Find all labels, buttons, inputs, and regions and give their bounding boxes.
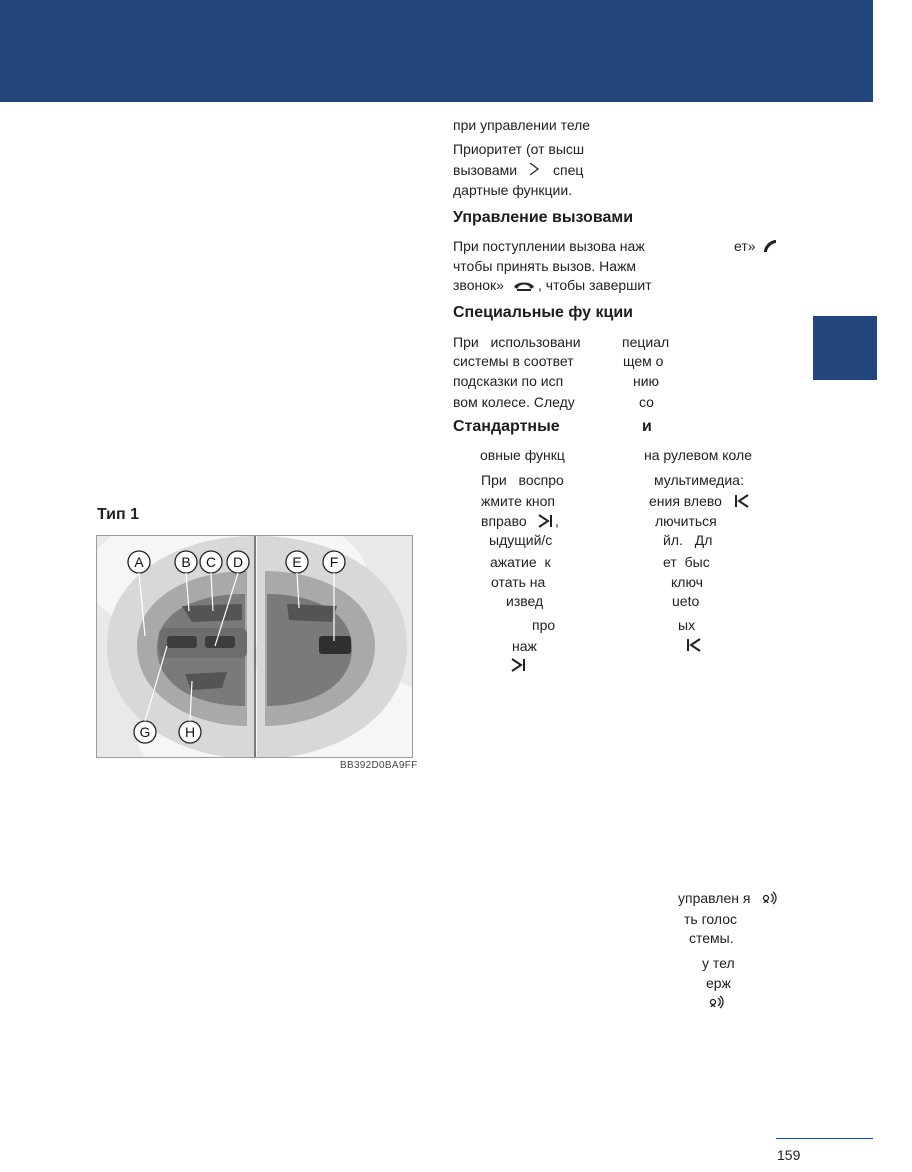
special-line-4b: со: [639, 394, 654, 410]
chapter-side-tab: [813, 316, 877, 380]
label-f: F: [329, 554, 339, 570]
steering-wheel-figure: [96, 535, 413, 758]
phone-hangup-icon: [512, 276, 536, 294]
voice-line-1: управлен я: [678, 890, 751, 906]
basic-line-1a: овные функц: [480, 447, 565, 463]
special-line-1b: пециал: [622, 334, 670, 350]
basic-line-4c: лючиться: [655, 513, 717, 529]
figure-code: BB392D0BA9FF: [340, 760, 418, 771]
voice-command-icon: [708, 993, 726, 1011]
phone-answer-icon: [761, 237, 779, 255]
label-g: G: [139, 724, 151, 740]
heading-call-control: Управление вызовами: [453, 209, 634, 226]
intro-line-1: при управлении теле: [453, 117, 591, 133]
label-a: A: [134, 554, 144, 570]
basic-line-4a: вправо: [481, 513, 527, 529]
page-number: 159: [777, 1147, 801, 1163]
basic-line-3a: жмите кноп: [481, 493, 555, 509]
basic-line-7b: ключ: [671, 574, 703, 590]
basic-line-8a: извед: [506, 593, 544, 609]
intro-line-2: Приоритет (от высш: [453, 141, 585, 157]
skip-back-icon: [733, 492, 751, 510]
voice-line-2: ть голос: [684, 911, 737, 927]
skip-forward-icon: [536, 512, 554, 530]
steering-wheel-illustration: [97, 536, 413, 758]
voice-command-icon: [761, 889, 779, 907]
label-e: E: [292, 554, 302, 570]
basic-line-3b: ения влево: [649, 493, 722, 509]
special-line-3b: нию: [633, 373, 660, 389]
basic-line-2b: мультимедиа:: [654, 472, 744, 488]
heading-special-functions: Специальные фу кции: [453, 304, 634, 321]
voice-line-3: стемы.: [689, 930, 734, 946]
header-band: [0, 0, 873, 102]
basic-line-1b: на рулевом коле: [644, 447, 752, 463]
voice-line-4: у тел: [702, 955, 735, 971]
label-b: B: [181, 554, 191, 570]
skip-forward-icon: [509, 656, 527, 674]
label-c: C: [205, 554, 217, 570]
footer-rule: [776, 1138, 873, 1139]
skip-back-icon: [685, 636, 703, 654]
heading-standard-end: и: [642, 418, 652, 435]
basic-line-9b: ых: [678, 617, 696, 633]
heading-standard: Стандартные: [453, 418, 560, 435]
voice-line-5: ерж: [706, 975, 731, 991]
call-line-2: чтобы принять вызов. Нажм: [453, 258, 637, 274]
basic-line-4b: ,: [555, 513, 559, 529]
intro-line-3a: вызовами: [453, 162, 518, 178]
basic-line-6a: ажатие к: [490, 554, 551, 570]
basic-line-2a: При воспро: [481, 472, 564, 488]
special-line-2b: щем о: [623, 353, 664, 369]
basic-line-6b: ет быс: [663, 554, 710, 570]
label-d: D: [232, 554, 244, 570]
basic-line-10: наж: [512, 638, 537, 654]
special-line-4a: вом колесе. Следу: [453, 394, 575, 410]
special-line-1a: При использовани: [453, 334, 581, 350]
label-h: H: [184, 724, 196, 740]
basic-line-9a: про: [532, 617, 556, 633]
call-line-1a: При поступлении вызова наж: [453, 238, 645, 254]
basic-line-5a: ыдущий/с: [489, 532, 553, 548]
basic-line-7a: отать на: [491, 574, 546, 590]
intro-line-4: дартные функции.: [453, 182, 573, 198]
figure-title: Тип 1: [97, 506, 140, 523]
basic-line-8b: ueto: [672, 593, 700, 609]
intro-line-3b: спец: [553, 162, 584, 178]
call-line-1b: ет»: [734, 238, 756, 254]
special-line-2a: системы в соответ: [453, 353, 574, 369]
special-line-3a: подсказки по исп: [453, 373, 564, 389]
greater-than-icon: [527, 161, 541, 177]
basic-line-5b: йл. Дл: [663, 532, 713, 548]
call-line-3b: , чтобы завершит: [538, 277, 652, 293]
call-line-3a: звонок»: [453, 277, 504, 293]
